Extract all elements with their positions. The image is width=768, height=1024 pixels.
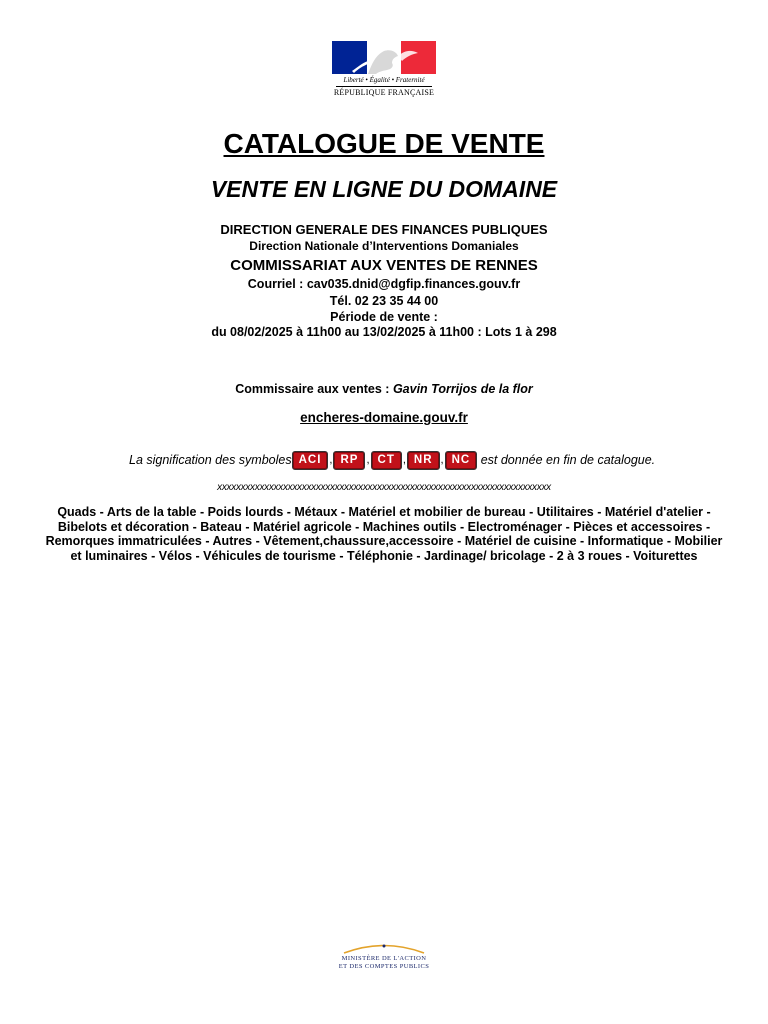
republic-name: RÉPUBLIQUE FRANÇAISE [333, 88, 435, 97]
marianne-flag-icon [332, 41, 436, 74]
commissaire-name: Gavin Torrijos de la flor [392, 382, 533, 396]
commissaire-label: Commissaire aux ventes : [235, 382, 393, 396]
badge-nc: NC [445, 451, 478, 470]
badge-aci: ACI [292, 451, 329, 470]
symbols-prefix: La signification des symboles [129, 453, 292, 467]
commissaire-line [0, 382, 768, 396]
catalogue-subtitle: VENTE EN LIGNE DU DOMAINE [210, 176, 558, 202]
ministere-arc-icon [336, 942, 432, 954]
separator-line: xxxxxxxxxxxxxxxxxxxxxxxxxxxxxxxxxxxxxxxxxxxxxxxxxxxxxxxxxxxxxxxxxxxxxxx [217, 482, 551, 493]
badge-separator: , [366, 454, 370, 466]
republique-francaise-logo [330, 41, 438, 99]
sale-period-dates: du 08/02/2025 à 11h00 au 13/02/2025 à 11h00 : Lots 1 à 298 [211, 325, 557, 339]
ministere-line2: ET DES COMPTES PUBLICS [338, 963, 430, 970]
contact-phone: Tél. 02 23 35 44 00 [329, 294, 439, 308]
symbols-suffix: est donnée en fin de catalogue. [477, 453, 656, 467]
catalogue-title: CATALOGUE DE VENTE [223, 128, 545, 159]
ministere-logo [330, 942, 438, 972]
sale-period-label: Période de vente : [330, 310, 438, 324]
badge-rp: RP [333, 451, 365, 470]
badge-separator: , [329, 454, 333, 466]
website-link[interactable]: encheres-domaine.gouv.fr [300, 410, 468, 425]
direction-nationale: Direction Nationale d’Interventions Domaniales [249, 239, 519, 253]
logo-divider [336, 86, 432, 87]
contact-email: Courriel : cav035.dnid@dgfip.finances.gouv.fr [247, 277, 521, 291]
badge-nr: NR [407, 451, 440, 470]
direction-generale: DIRECTION GENERALE DES FINANCES PUBLIQUES [220, 222, 548, 237]
ministere-line1: MINISTÈRE DE L'ACTION [341, 955, 427, 962]
republic-motto: Liberté • Égalité • Fraternité [343, 76, 425, 84]
categories-list: Quads - Arts de la table - Poids lourds - Métaux - Matériel et mobilier de bureau - Utilitaires - Matériel d'atelier - Bibelots et décoration - Bateau - Matériel agricole - Machines outils - Electroménager - Pièces et accessoires - Remorques immatriculées - Autres - Vêtement,chaussure,accessoire - Matériel de cuisine - Informatique - Mobilier et luminaires - Vélos - Véhicules de tourisme - Téléphonie - Jardinage/ bricolage - 2 à 3 roues - Voiturettes [45, 505, 723, 563]
badge-separator: , [440, 454, 444, 466]
commissariat-name: COMMISSARIAT AUX VENTES DE RENNES [230, 257, 538, 274]
symbols-legend [129, 449, 655, 471]
badge-separator: , [402, 454, 406, 466]
badge-ct: CT [371, 451, 402, 470]
